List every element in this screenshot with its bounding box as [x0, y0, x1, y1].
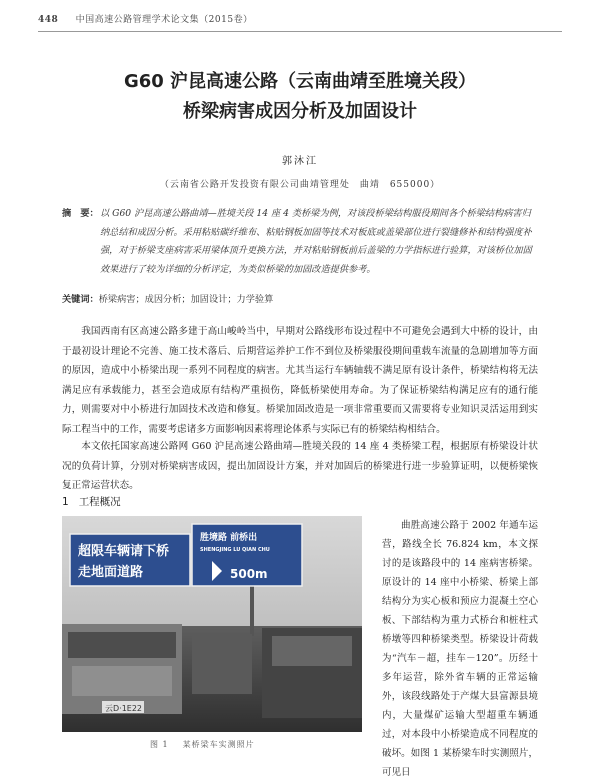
section-title: 工程概况 — [78, 496, 121, 508]
truck-middle — [192, 634, 252, 694]
section-number: 1 — [62, 496, 69, 508]
traffic-photo-illustration — [62, 516, 362, 732]
figure-caption-text: 某桥梁车实测照片 — [182, 740, 255, 749]
journal-name: 中国高速公路管理学术论文集（2015卷） — [75, 15, 253, 25]
keywords-text: 桥梁病害；成因分析；加固设计；力学验算 — [98, 294, 274, 305]
sign-distance: 500m — [230, 567, 268, 581]
header-divider — [38, 31, 562, 32]
abstract-text: 以 G60 沪昆高速公路曲靖—胜境关段 14 座 4 类桥梁为例，对该段桥梁结构服役期间各个桥梁结构病害归纳总结和成因分析。采用粘贴碳纤维布、粘贴钢板加固等技术对板底或盖梁部位进行裂缝修补和结构强度补强，对于桥梁支座病害采用梁体顶升更换方法，并对粘贴钢板前后盖梁的力学指标进行验算，对该桥位加固效果进行了较为详细的分析评定，为类似桥梁的加固改造提供参考。 — [100, 208, 532, 275]
figure-number: 图 1 — [150, 740, 169, 749]
abstract — [62, 205, 538, 279]
license-plate-text: 云D·1E22 — [105, 704, 143, 713]
body-paragraph-2: 本文依托国家高速公路网 G60 沪昆高速公路曲靖—胜境关段的 14 座 4 类桥梁工程，根据原有桥梁设计状况的负荷计算，分别对桥梁病害成因，提出加固设计方案，并对加固后的桥梁进行进一步验算证明，以便桥梁恢复正常运营状态。 — [62, 441, 538, 491]
running-header — [38, 12, 562, 28]
paper-title-line1: G60 沪昆高速公路（云南曲靖至胜境关段） — [123, 71, 477, 92]
page-number: 448 — [38, 15, 59, 25]
abstract-label: 摘 要： — [62, 208, 99, 219]
figure-photo — [62, 516, 362, 732]
keywords — [62, 291, 538, 305]
right-column-text: 曲胜高速公路于 2002 年通车运营，路线全长 76.824 km，本文探讨的是该路段中的 14 座病害桥梁。原设计的 14 座中小桥梁、桥梁上部结构分为实心板和预应力混凝土空心板、下部结构为重力式桥台和桩柱式桥墩等四种桥梁类型。桥梁设计荷载为“汽车－超，挂车－120”。历经十多年运营，除外省车辆的正常运输外，该段线路处于产煤大县富源县境内，大量煤矿运输大型超重车辆通过，对本段中小桥梁造成不同程度的破坏。如图 1 某桥梁车时实测照片，可见日 — [382, 520, 538, 778]
figure-caption — [150, 739, 255, 750]
sign-left-line1: 超限车辆请下桥 — [78, 544, 170, 559]
truck-left-cab — [72, 666, 172, 696]
truck-left-cargo — [68, 632, 176, 658]
section-heading — [62, 494, 121, 509]
author-affiliation: （云南省公路开发投资有限公司曲靖管理处 曲靖 655000） — [159, 180, 441, 190]
sign-right-text: 胜境路 前桥出 — [200, 533, 258, 543]
body-paragraph-1: 我国西南有区高速公路多建于高山峻岭当中，早期对公路线形布设过程中不可避免会遇到大中桥的设计，由于最初设计理论不完善、施工技术落后、后期营运养护工作不到位及桥梁服役期间重载车流量的急剧增加等方面的原因，造成中小桥梁出现一系列不同程度的病害。尤其当运行车辆轴载不满足原有设计条件，桥梁结构将无法满足应有承载能力，甚至会造成原有结构严重损伤，降低桥梁使用寿命。为了保证桥梁结构满足应有的通行能力，则需要对中小桥进行加固技术改造和修复。桥梁加固改造是一项非常重要而又需要将专业知识灵活运用到实际工程当中的工作，需要考虑诸多方面影响因素将理论体系与实际已有的桥梁结构相结合。 — [62, 326, 538, 435]
sign-right-small: SHENGJING LU QIAN CHU — [200, 547, 270, 553]
truck-right-cargo — [272, 636, 352, 666]
keywords-label: 关键词： — [62, 294, 99, 305]
sign-left-line2: 走地面道路 — [78, 565, 144, 580]
paper-title-line2: 桥梁病害成因分析及加固设计 — [183, 101, 417, 122]
author-name: 郭沐江 — [282, 156, 318, 167]
